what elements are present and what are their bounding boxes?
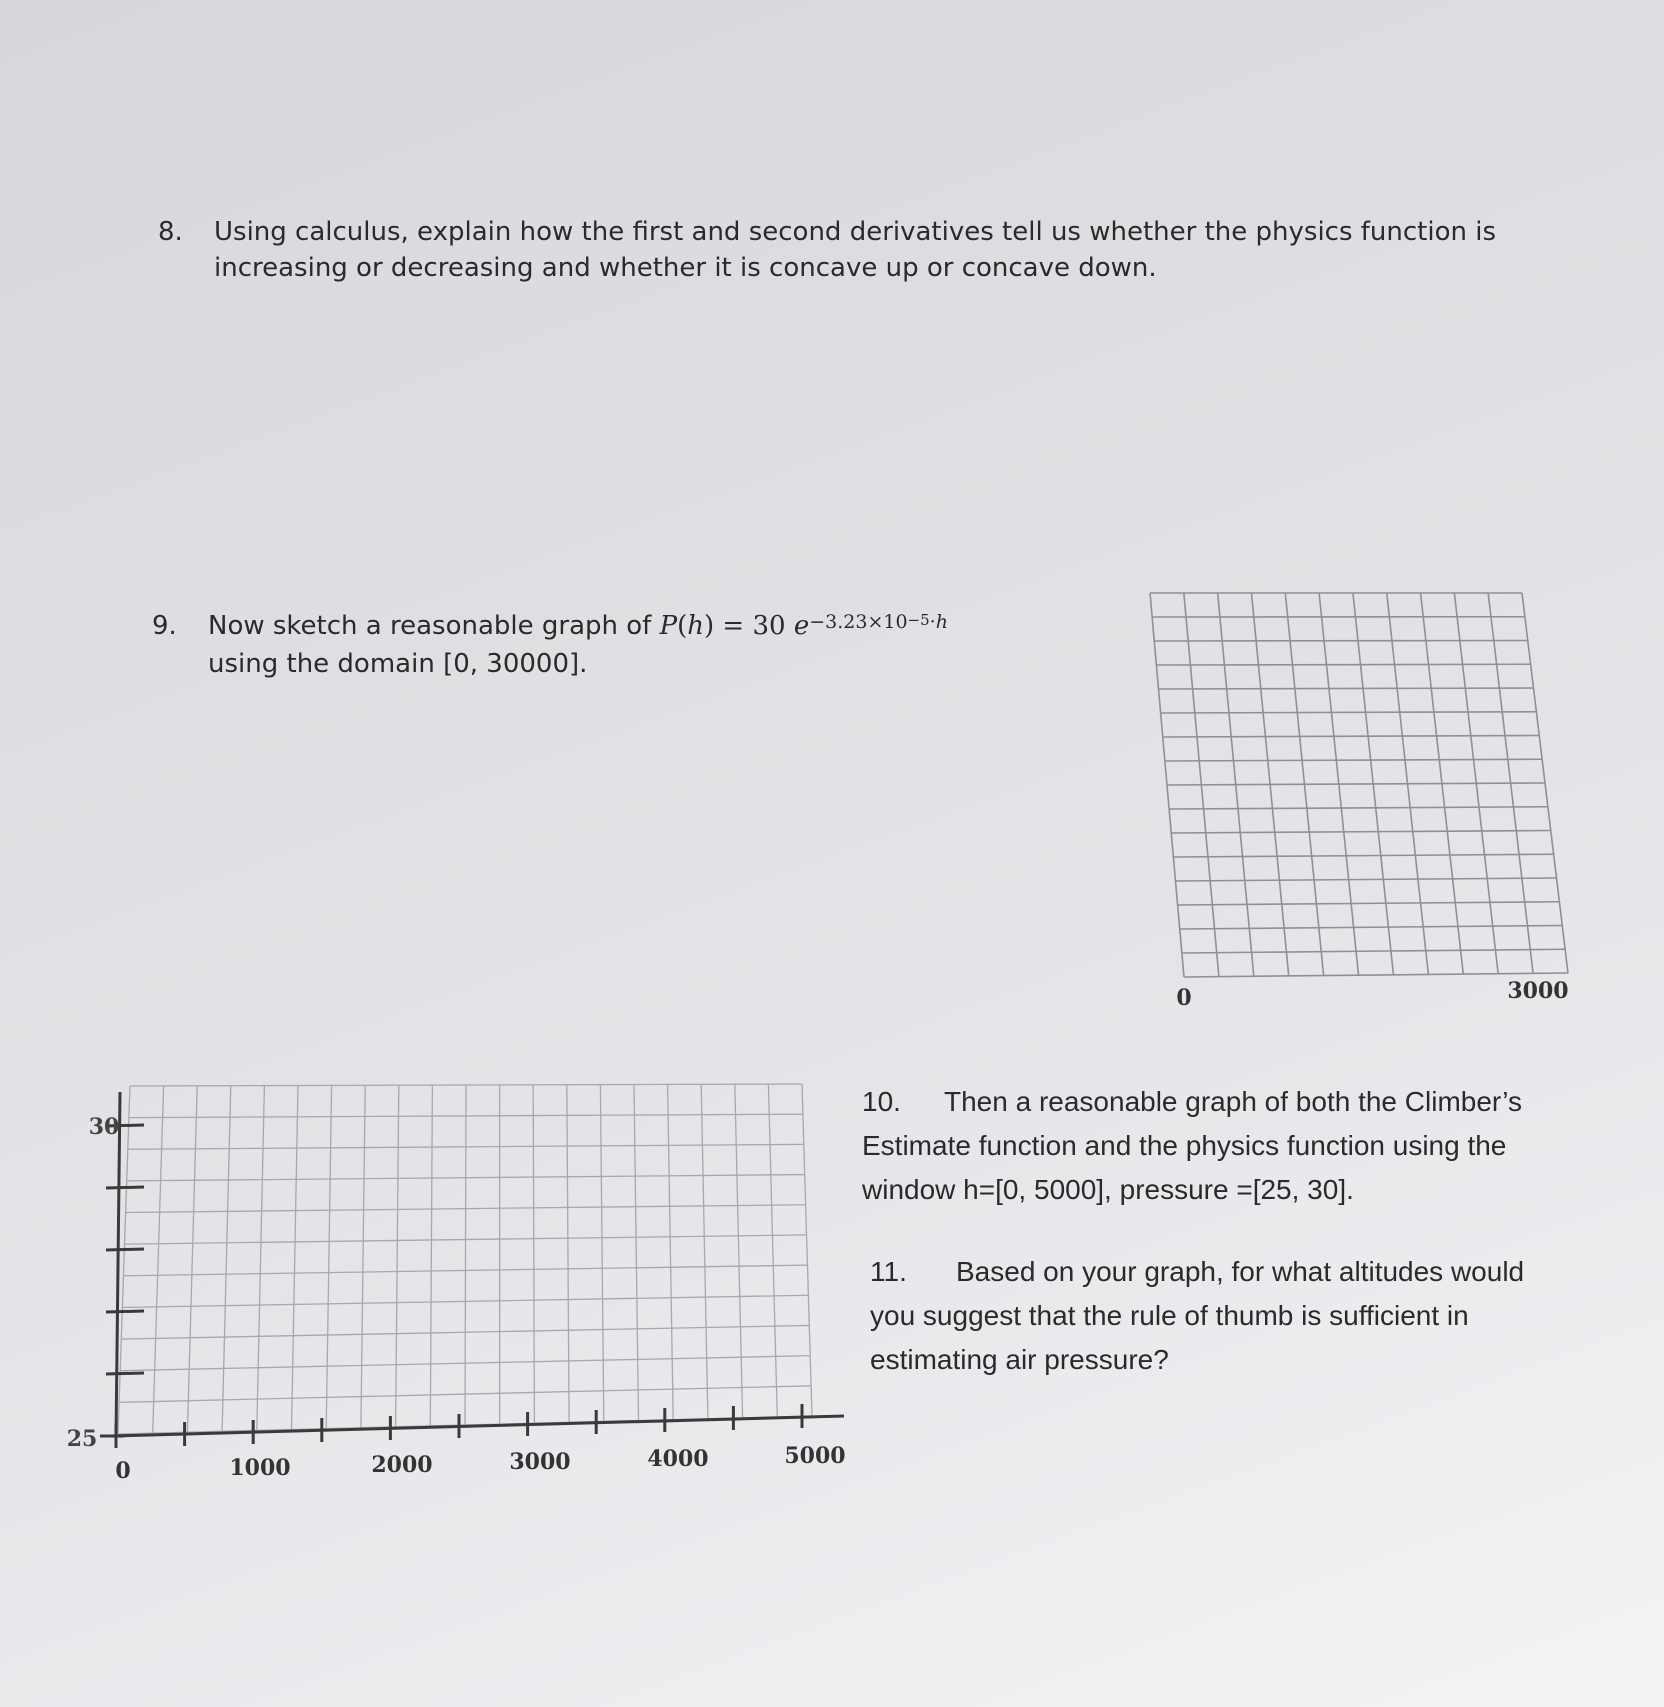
function-name: P bbox=[659, 611, 678, 641]
question-8-line-1: Using calculus, explain how the first and second derivatives tell us whether the physics function is bbox=[214, 217, 1497, 247]
grid-line-vertical bbox=[634, 1085, 639, 1421]
grid-line-vertical bbox=[768, 1084, 777, 1417]
question-8-line-2: increasing or decreasing and whether it is concave up or concave down. bbox=[214, 253, 1157, 283]
grid-line-horizontal bbox=[1156, 664, 1530, 665]
graph-large-x-label-0: 0 bbox=[115, 1458, 131, 1484]
grid-line-horizontal bbox=[1178, 902, 1560, 905]
function-exponent bbox=[809, 611, 948, 633]
question-8-text bbox=[214, 214, 1496, 286]
grid-line-vertical bbox=[802, 1084, 812, 1416]
grid-line-horizontal bbox=[1167, 783, 1545, 785]
y-axis-tick bbox=[106, 1311, 144, 1312]
grid-line-horizontal bbox=[1182, 949, 1565, 953]
question-9-text bbox=[208, 608, 1068, 682]
grid-line-vertical bbox=[222, 1086, 231, 1432]
question-9-line-1 bbox=[208, 608, 1068, 644]
function-equals: = 30 bbox=[722, 611, 786, 641]
exponent-power: −5 bbox=[907, 611, 930, 629]
grid-line-vertical bbox=[465, 1085, 466, 1425]
y-axis-tick bbox=[106, 1373, 144, 1374]
grid-line-vertical bbox=[701, 1084, 708, 1418]
grid-line-horizontal bbox=[1161, 712, 1537, 713]
question-9-number: 9. bbox=[152, 611, 177, 641]
question-9-formula: P(h) = 30 $e^{-3.23\times 10^{-5}\cdot h}$ bbox=[659, 611, 948, 641]
question-10-line-2: Estimate function and the physics function using the bbox=[862, 1130, 1507, 1161]
question-11-line-2: you suggest that the rule of thumb is sufficient in bbox=[870, 1300, 1469, 1331]
grid-line-horizontal bbox=[1169, 807, 1548, 809]
question-10 bbox=[862, 1080, 1642, 1220]
question-11-number: 11. bbox=[870, 1256, 907, 1287]
grid-line-horizontal bbox=[1163, 736, 1540, 738]
graph-large-y-label-30: 30 bbox=[88, 1114, 120, 1140]
question-11-line-1 bbox=[870, 1250, 1650, 1294]
grid-line-vertical bbox=[326, 1085, 331, 1428]
exponent-variable: ·h bbox=[929, 611, 948, 633]
graph-small-grid bbox=[1150, 593, 1568, 977]
grid-line-vertical bbox=[257, 1086, 265, 1431]
question-11-line-1-text: Based on your graph, for what altitudes would bbox=[956, 1256, 1525, 1287]
grid-line-vertical bbox=[668, 1084, 674, 1419]
graph-large-x-label-2000: 2000 bbox=[371, 1452, 433, 1478]
exponent-coefficient: −3.23×10 bbox=[809, 611, 908, 633]
y-axis-tick bbox=[106, 1249, 144, 1250]
question-10-line-3: window h=[0, 5000], pressure =[25, 30]. bbox=[862, 1174, 1354, 1205]
question-9 bbox=[152, 608, 1072, 688]
grid-line-horizontal bbox=[1159, 688, 1534, 689]
function-base: e bbox=[793, 611, 810, 641]
grid-line-vertical bbox=[533, 1085, 534, 1423]
grid-line-horizontal bbox=[1180, 926, 1563, 930]
question-10-line-1 bbox=[862, 1080, 1642, 1124]
grid-line-horizontal bbox=[1176, 878, 1557, 881]
graph-small-x-label-0: 0 bbox=[1176, 985, 1192, 1011]
grid-line-vertical bbox=[567, 1085, 569, 1423]
grid-line-vertical bbox=[153, 1086, 164, 1433]
graph-large-x-label-3000: 3000 bbox=[509, 1449, 571, 1475]
grid-line-horizontal bbox=[1165, 759, 1542, 761]
graph-large-grid bbox=[118, 1084, 812, 1434]
question-11-line-3: estimating air pressure? bbox=[870, 1344, 1169, 1375]
question-9-prefix: Now sketch a reasonable graph of bbox=[208, 611, 652, 641]
graph-large bbox=[60, 1070, 880, 1490]
grid-line-vertical bbox=[396, 1085, 399, 1427]
question-11-text bbox=[870, 1250, 1650, 1382]
grid-line-vertical bbox=[292, 1086, 299, 1430]
graph-large-x-label-4000: 4000 bbox=[647, 1446, 709, 1472]
grid-line-horizontal bbox=[1184, 973, 1568, 977]
grid-line-vertical bbox=[735, 1084, 743, 1418]
grid-line-vertical bbox=[187, 1086, 197, 1432]
question-10-number: 10. bbox=[862, 1086, 901, 1117]
question-10-text bbox=[862, 1080, 1642, 1212]
question-11 bbox=[870, 1250, 1650, 1390]
grid-line-horizontal bbox=[1171, 831, 1551, 834]
grid-line-horizontal bbox=[1154, 641, 1528, 642]
grid-line-vertical bbox=[361, 1085, 365, 1427]
question-10-line-1-text: Then a reasonable graph of both the Climber’s bbox=[944, 1086, 1522, 1117]
graph-large-y-label-25: 25 bbox=[66, 1426, 98, 1452]
function-variable: h bbox=[687, 611, 704, 641]
question-8 bbox=[158, 214, 1497, 294]
graph-small bbox=[1140, 585, 1580, 1025]
y-axis-tick bbox=[106, 1187, 144, 1188]
grid-line-vertical bbox=[430, 1085, 432, 1426]
graph-large-x-label-1000: 1000 bbox=[229, 1455, 291, 1481]
grid-line-horizontal bbox=[1173, 854, 1553, 857]
question-9-line-2: using the domain [0, 30000]. bbox=[208, 649, 588, 679]
question-8-number: 8. bbox=[158, 217, 183, 247]
graph-small-x-label-3000: 3000 bbox=[1507, 978, 1569, 1004]
graph-large-x-label-5000: 5000 bbox=[784, 1443, 846, 1469]
grid-line-vertical bbox=[600, 1085, 603, 1422]
